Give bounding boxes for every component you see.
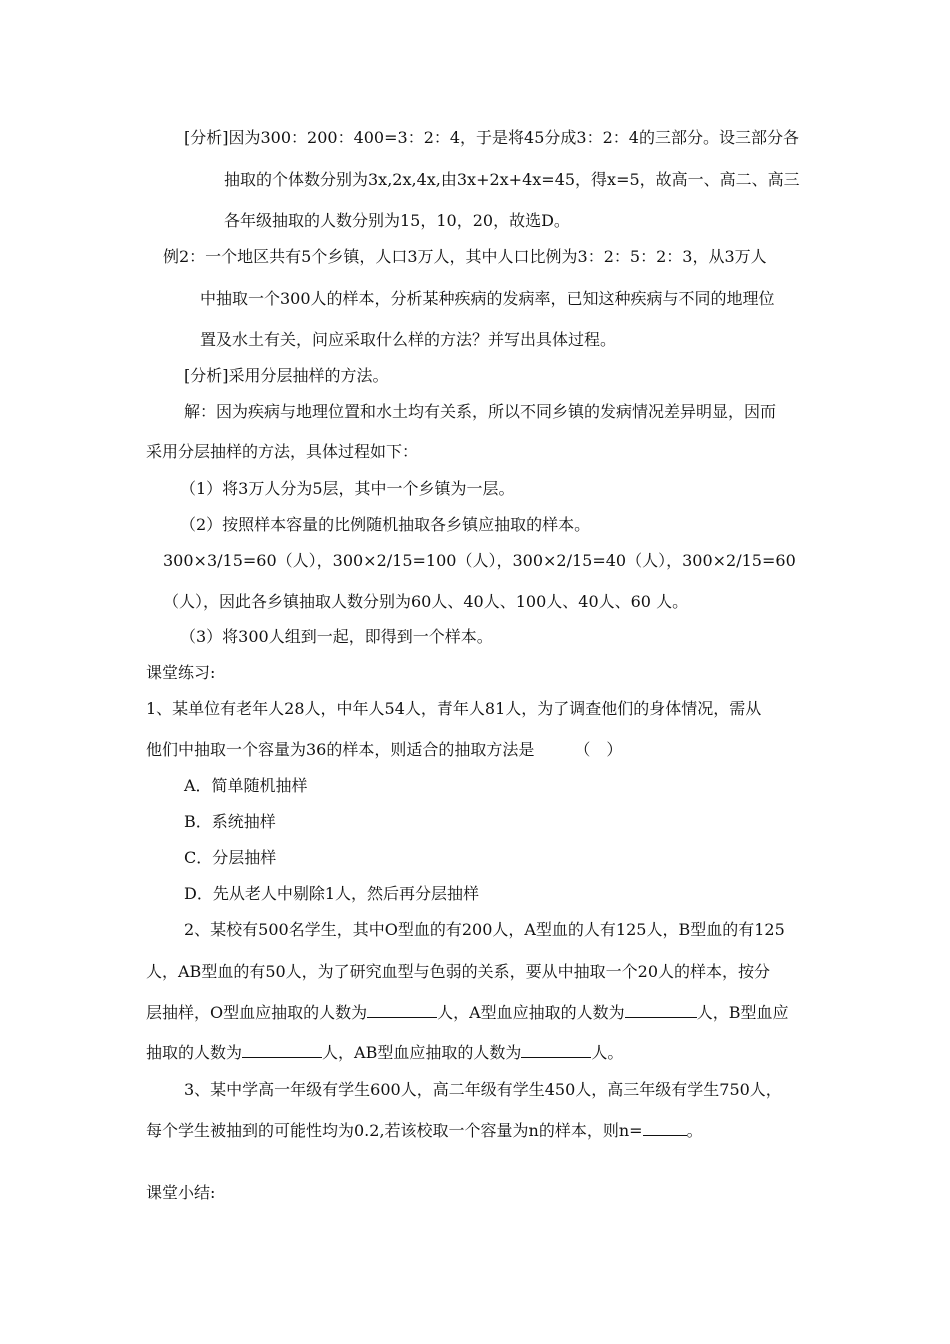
example2-analysis: [分析]采用分层抽样的方法。 xyxy=(184,366,389,385)
q1-option-b: B．系统抽样 xyxy=(184,812,276,831)
q2-line1: 2、某校有500名学生，其中O型血的有200人，A型血的人有125人，B型血的有125 xyxy=(184,920,785,939)
example2-line3: 置及水土有关，问应采取什么样的方法？并写出具体过程。 xyxy=(200,330,617,349)
q2-line4 xyxy=(146,1043,623,1063)
answer-blank-ab-type[interactable] xyxy=(521,1043,591,1058)
analysis1-line3: 各年级抽取的人数分别为15，10，20，故选D。 xyxy=(224,211,570,230)
solution-step2: （2）按照样本容量的比例随机抽取各乡镇应抽取的样本。 xyxy=(180,515,591,534)
q2-line3-text-b: 人，A型血应抽取的人数为 xyxy=(437,1003,625,1022)
q1-option-a: A．简单随机抽样 xyxy=(184,776,308,795)
answer-blank-a-type[interactable] xyxy=(625,1003,697,1018)
q1-line1: 1、某单位有老年人28人，中年人54人，青年人81人，为了调查他们的身体情况，需从 xyxy=(146,699,762,718)
q3-line2 xyxy=(146,1121,703,1141)
calc-line2: （人），因此各乡镇抽取人数分别为60人、40人、100人、40人、60 人。 xyxy=(163,592,689,611)
q2-line2: 人，AB型血的有50人，为了研究血型与色弱的关系，要从中抽取一个20人的样本，按分 xyxy=(146,962,771,981)
q3-line2-text-b: 。 xyxy=(686,1121,703,1140)
q2-line3-text-c: 人，B型血应 xyxy=(696,1003,789,1022)
practice-heading: 课堂练习: xyxy=(146,663,216,682)
solution-step1: （1）将3万人分为5层，其中一个乡镇为一层。 xyxy=(180,479,515,498)
q3-line1: 3、某中学高一年级有学生600人，高二年级有学生450人，高三年级有学生750人， xyxy=(184,1080,782,1099)
q1-option-c: C．分层抽样 xyxy=(184,848,277,867)
answer-blank-b-type[interactable] xyxy=(242,1043,322,1058)
solution-line2: 采用分层抽样的方法，具体过程如下： xyxy=(146,442,419,461)
q1-option-d: D．先从老人中剔除1人，然后再分层抽样 xyxy=(184,884,480,903)
q2-line3 xyxy=(146,1003,788,1023)
analysis1-line2: 抽取的个体数分别为3x,2x,4x,由3x+2x+4x=45，得x=5，故高一、高二、高三 xyxy=(224,170,800,189)
analysis1-line1: [分析]因为300：200：400=3：2：4，于是将45分成3：2：4的三部分。设三部分各 xyxy=(184,128,799,147)
answer-blank-o-type[interactable] xyxy=(367,1003,437,1018)
summary-heading: 课堂小结: xyxy=(146,1183,216,1202)
solution-line1: 解：因为疾病与地理位置和水土均有关系，所以不同乡镇的发病情况差异明显，因而 xyxy=(184,402,777,421)
q2-line3-text-a: 层抽样，O型血应抽取的人数为 xyxy=(146,1003,368,1022)
solution-step3: （3）将300人组到一起，即得到一个样本。 xyxy=(180,627,493,646)
q2-line4-text-c: 人。 xyxy=(591,1043,624,1062)
answer-blank-n[interactable] xyxy=(643,1121,687,1136)
q2-line4-text-a: 抽取的人数为 xyxy=(146,1043,243,1062)
example2-line1: 例2：一个地区共有5个乡镇，人口3万人，其中人口比例为3：2：5：2：3，从3万人 xyxy=(163,247,767,266)
example2-line2: 中抽取一个300人的样本，分析某种疾病的发病率，已知这种疾病与不同的地理位 xyxy=(200,289,775,308)
q3-line2-text-a: 每个学生被抽到的可能性均为0.2,若该校取一个容量为n的样本，则n= xyxy=(146,1121,643,1140)
calc-line1: 300×3/15=60（人），300×2/15=100（人），300×2/15=40（人），300×2/15=60 xyxy=(163,551,796,570)
q1-line2: 他们中抽取一个容量为36的样本，则适合的抽取方法是 （ ） xyxy=(146,740,623,759)
q2-line4-text-b: 人，AB型血应抽取的人数为 xyxy=(322,1043,522,1062)
